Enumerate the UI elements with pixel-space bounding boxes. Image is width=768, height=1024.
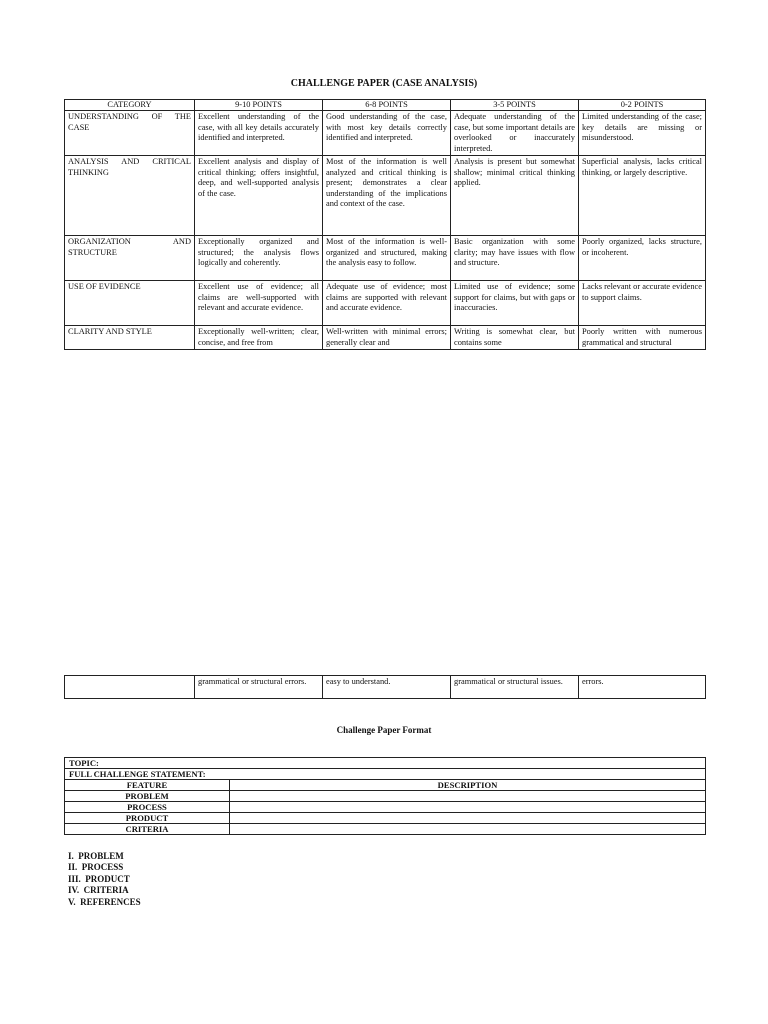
format-title: Challenge Paper Format [336, 725, 432, 735]
statement-label: FULL CHALLENGE STATEMENT: [65, 769, 706, 780]
rubric-cell: Well-written with minimal errors; generally clear and [323, 326, 451, 350]
topic-label: TOPIC: [65, 758, 706, 769]
header-0-2-points: 0-2 POINTS [579, 100, 706, 111]
feature-problem: PROBLEM [65, 791, 230, 802]
rubric-cell: Exceptionally well-written; clear, concise, and free from [195, 326, 323, 350]
header-6-8-points: 6-8 POINTS [323, 100, 451, 111]
rubric-cell: grammatical or structural errors. [195, 676, 323, 699]
outline-item: II. PROCESS [68, 862, 124, 873]
feature-row [65, 802, 706, 813]
rubric-cell: Adequate understanding of the case, but some important details are overlooked or inaccurately interpreted. [451, 111, 579, 156]
rubric-cell: Analysis is present but somewhat shallow; minimal critical thinking applied. [451, 156, 579, 236]
outline-item: I. PROBLEM [68, 851, 124, 861]
rubric-cell: errors. [579, 676, 706, 699]
feature-product: PRODUCT [65, 813, 230, 824]
rubric-table [64, 99, 706, 350]
rubric-row [65, 236, 706, 281]
rubric-cell: Basic organization with some clarity; may have issues with flow and structure. [451, 236, 579, 281]
document-title: CHALLENGE PAPER (CASE ANALYSIS) [290, 78, 478, 89]
outline-item: III. PRODUCT [68, 873, 130, 884]
rubric-cell: grammatical or structural issues. [451, 676, 579, 699]
rubric-cell: Superficial analysis, lacks critical thinking, or largely descriptive. [579, 156, 706, 236]
rubric-category: ANALYSIS AND CRITICAL THINKING [65, 156, 195, 236]
feature-row [65, 824, 706, 835]
feature-header: FEATURE [65, 780, 230, 791]
header-9-10-points: 9-10 POINTS [195, 100, 323, 111]
description-cell [230, 813, 706, 824]
header-category: CATEGORY [65, 100, 195, 111]
rubric-row [65, 156, 706, 236]
rubric-cell: Lacks relevant or accurate evidence to support claims. [579, 281, 706, 326]
rubric-continuation-table [64, 675, 706, 699]
description-cell [230, 791, 706, 802]
outline-list [68, 851, 141, 908]
rubric-category: UNDERSTANDING OF THE CASE [65, 111, 195, 156]
format-header-row [65, 780, 706, 791]
rubric-cell: Limited understanding of the case; key details are missing or misunderstood. [579, 111, 706, 156]
rubric-row [65, 281, 706, 326]
format-table [64, 757, 706, 835]
statement-row [65, 769, 706, 780]
description-cell [230, 802, 706, 813]
rubric-cell: Poorly organized, lacks structure, or incoherent. [579, 236, 706, 281]
rubric-cell: Writing is somewhat clear, but contains some [451, 326, 579, 350]
rubric-continuation-row [65, 676, 706, 699]
outline-item: V. REFERENCES [68, 896, 141, 907]
description-header: DESCRIPTION [230, 780, 706, 791]
header-3-5-points: 3-5 POINTS [451, 100, 579, 111]
rubric-header-row [65, 100, 706, 111]
rubric-cell: Most of the information is well analyzed and critical thinking is present; demonstrates a clear understanding of the implications and context of the case. [323, 156, 451, 236]
topic-row [65, 758, 706, 769]
rubric-cell: Limited use of evidence; some support for claims, but with gaps or inaccuracies. [451, 281, 579, 326]
rubric-cell: Excellent understanding of the case, with all key details accurately identified and interpreted. [195, 111, 323, 156]
rubric-category: ORGANIZATION AND STRUCTURE [65, 236, 195, 281]
feature-row [65, 813, 706, 824]
rubric-category: CLARITY AND STYLE [65, 326, 195, 350]
rubric-cell: Exceptionally organized and structured; the analysis flows logically and coherently. [195, 236, 323, 281]
rubric-cell: Good understanding of the case, with most key details correctly identified and interpreted. [323, 111, 451, 156]
rubric-cell: Poorly written with numerous grammatical and structural [579, 326, 706, 350]
rubric-row [65, 326, 706, 350]
rubric-category: USE OF EVIDENCE [65, 281, 195, 326]
feature-row [65, 791, 706, 802]
rubric-cell: Most of the information is well-organized and structured, making the analysis easy to follow. [323, 236, 451, 281]
rubric-cell [65, 676, 195, 699]
rubric-cell: Excellent use of evidence; all claims are well-supported with relevant and accurate evidence. [195, 281, 323, 326]
rubric-row [65, 111, 706, 156]
rubric-cell: easy to understand. [323, 676, 451, 699]
feature-criteria: CRITERIA [65, 824, 230, 835]
rubric-cell: Adequate use of evidence; most claims are supported with relevant and accurate evidence. [323, 281, 451, 326]
description-cell [230, 824, 706, 835]
rubric-cell: Excellent analysis and display of critical thinking; offers insightful, deep, and well-supported analysis of the case. [195, 156, 323, 236]
feature-process: PROCESS [65, 802, 230, 813]
outline-item: IV. CRITERIA [68, 885, 129, 896]
